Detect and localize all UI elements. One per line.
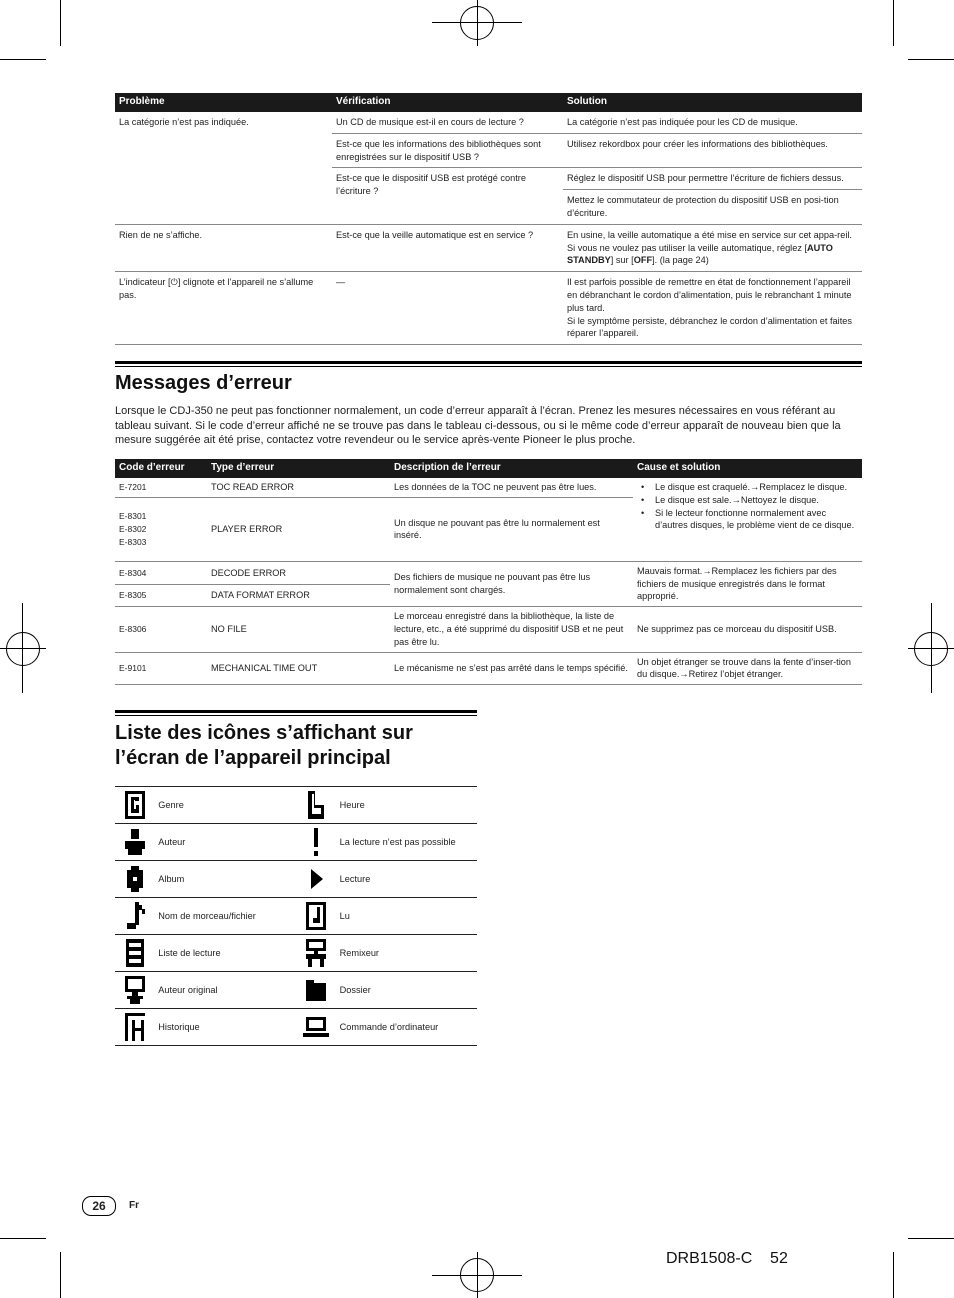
header-type: Type d’erreur: [207, 459, 390, 478]
section-rule: [115, 361, 862, 364]
error-code: E-8304: [115, 561, 207, 584]
list-item: • Si le lecteur fonctionne normalement avec d’autres disques, le problème vient de ce disque.: [655, 507, 858, 533]
error-type: DECODE ERROR: [207, 561, 390, 584]
header-verification: Vérification: [332, 93, 563, 112]
error-cause: [633, 561, 862, 606]
error-cause: Ne supprimez pas ce morceau du dispositif USB.: [633, 607, 862, 652]
problem-cell: Rien de ne s’affiche.: [115, 224, 332, 271]
play-icon: [296, 861, 336, 898]
genre-icon: [115, 787, 154, 824]
icon-label: Liste de lecture: [154, 935, 296, 972]
cause-text: Remplacez les fichiers par des fichiers de musique enregistrés dans le format approprié.: [637, 565, 837, 602]
section-rule: [115, 366, 862, 367]
error-type: DATA FORMAT ERROR: [207, 585, 390, 607]
problem-text: ] clignote et l’appareil ne s’allume pas.: [119, 277, 314, 300]
list-item: [655, 481, 858, 494]
problem-cell: La catégorie n’est pas indiquée.: [115, 112, 332, 224]
clock-icon: [296, 787, 336, 824]
troubleshooting-table: [115, 93, 862, 345]
solution-cell: [563, 224, 862, 271]
icon-label: Commande d’ordinateur: [336, 1009, 477, 1046]
errors-intro: Lorsque le CDJ-350 ne peut pas fonctionner normalement, un code d’erreur apparaît à l’écran. Prenez les mesures nécessaires en vous référant au tableau suivant. Si le code d’erreur affiché ne se trouve pas dans le tableau ci-dessous, ou si le même code d’erreur apparaît de nouveau bien que la mesure suggérée ait été prise, contactez votre revendeur ou le service après-vente Pioneer le plus proche.: [115, 405, 841, 447]
table-header-row: [115, 459, 862, 478]
solution-text: Si le symptôme persiste, débranchez le cordon d’alimentation et faites réparer l’appareil.: [567, 315, 852, 339]
crop-mark: [893, 0, 894, 46]
check-cell: Un CD de musique est-il en cours de lecture ?: [332, 112, 563, 133]
table-row: [115, 112, 862, 133]
solution-text: Il est parfois possible de remettre en état de fonctionnement l’appareil en débranchant le cordon d’alimentation, puis le rebranchant 1 minute plus tard.: [567, 277, 852, 313]
problem-cell: [115, 272, 332, 345]
cause-text: Nettoyez le disque.: [740, 494, 819, 505]
crop-mark: [0, 1238, 46, 1239]
error-code: E-7201: [115, 478, 207, 497]
crop-mark: [893, 1252, 894, 1298]
problem-text: L’indicateur [: [119, 277, 171, 288]
error-description: Le mécanisme ne s’est pas arrêté dans le temps spécifié.: [390, 652, 633, 685]
played-icon: [296, 898, 336, 935]
crop-mark: [908, 59, 954, 60]
sheet-number: 52: [770, 1250, 788, 1267]
cause-text: Retirez l’objet étranger.: [688, 669, 784, 680]
registration-mark-v: [931, 603, 932, 693]
title-line: Liste des icônes s’affichant sur: [115, 722, 413, 744]
crop-mark: [60, 0, 61, 46]
error-cause: [633, 652, 862, 685]
error-code: E-8306: [115, 607, 207, 652]
original-artist-icon: [115, 972, 154, 1009]
table-row: [115, 972, 477, 1009]
error-code: E-8305: [115, 585, 207, 607]
table-row: [115, 607, 862, 652]
header-description: Description de l’erreur: [390, 459, 633, 478]
header-code: Code d’erreur: [115, 459, 207, 478]
document-reference: [666, 1250, 788, 1268]
table-row: [115, 935, 477, 972]
icon-label: Lu: [336, 898, 477, 935]
section-title-errors: Messages d’erreur: [115, 372, 292, 394]
registration-mark-v: [22, 603, 23, 693]
error-description: Un disque ne pouvant pas être lu normalement est inséré.: [390, 497, 633, 561]
solution-cell: Réglez le dispositif USB pour permettre l’écriture de fichiers dessus.: [563, 168, 862, 190]
table-row: [115, 787, 477, 824]
icon-label: Historique: [154, 1009, 296, 1046]
album-icon: [115, 861, 154, 898]
section-title-icons: [115, 721, 413, 771]
folder-icon: [296, 972, 336, 1009]
table-row: [115, 824, 477, 861]
error-code-line: E-8301: [119, 511, 147, 522]
table-row: [115, 652, 862, 685]
table-header-row: [115, 93, 862, 112]
auto-standby-label: AUTO STANDBY: [567, 242, 833, 266]
check-cell: —: [332, 272, 563, 345]
crop-mark: [0, 59, 46, 60]
section-rule: [115, 710, 477, 713]
icon-label: Auteur: [154, 824, 296, 861]
off-label: OFF: [633, 255, 653, 266]
table-row: [115, 1009, 477, 1046]
exclamation-icon: [296, 824, 336, 861]
header-cause: Cause et solution: [633, 459, 862, 478]
page-number: 26: [82, 1196, 116, 1216]
check-cell: Est-ce que la veille automatique est en service ?: [332, 224, 563, 271]
table-row: [115, 272, 862, 345]
artist-icon: [115, 824, 154, 861]
cause-text: Le disque est sale.: [655, 494, 732, 505]
table-row: [115, 861, 477, 898]
arrow-icon: →: [750, 482, 760, 492]
error-code: E-9101: [115, 652, 207, 685]
solution-cell: La catégorie n’est pas indiquée pour les CD de musique.: [563, 112, 862, 133]
cause-text: Remplacez le disque.: [759, 482, 848, 492]
registration-mark-v: [477, 0, 478, 46]
music-note-icon: [115, 898, 154, 935]
icon-label: Dossier: [336, 972, 477, 1009]
error-type: PLAYER ERROR: [207, 497, 390, 561]
cause-text: Un objet étranger se trouve dans la fente d’inser-tion du disque.: [637, 656, 851, 680]
table-row: [115, 224, 862, 271]
solution-cell: [563, 272, 862, 345]
remixer-icon: [296, 935, 336, 972]
playlist-icon: [115, 935, 154, 972]
language-code: Fr: [129, 1200, 139, 1211]
error-description: Les données de la TOC ne peuvent pas être lues.: [390, 478, 633, 497]
icon-label: Remixeur: [336, 935, 477, 972]
check-cell: Est-ce que le dispositif USB est protégé contre l’écriture ?: [332, 168, 563, 224]
crop-mark: [908, 1238, 954, 1239]
solution-text: ] sur [: [610, 255, 634, 266]
arrow-icon: →: [731, 494, 741, 505]
error-type: MECHANICAL TIME OUT: [207, 652, 390, 685]
power-icon: ⏻: [170, 277, 178, 288]
registration-mark-h: [0, 648, 46, 649]
cause-text: Mauvais format.: [637, 565, 703, 576]
arrow-icon: →: [679, 669, 689, 680]
error-code: [115, 497, 207, 561]
error-description: Des fichiers de musique ne pouvant pas être lus normalement sont chargés.: [390, 561, 633, 606]
section-rule: [115, 715, 477, 716]
error-description: Le morceau enregistré dans la bibliothèque, la liste de lecture, etc., a été supprimé du dispositif USB et ne peut pas être lu.: [390, 607, 633, 652]
icon-label: Lecture: [336, 861, 477, 898]
header-probleme: Problème: [115, 93, 332, 112]
title-line: l’écran de l’appareil principal: [115, 747, 391, 769]
list-item: [655, 494, 858, 507]
table-row: [115, 898, 477, 935]
solution-cell: Mettez le commutateur de protection du dispositif USB en posi-tion d’écriture.: [563, 190, 862, 225]
error-code-line: E-8303: [119, 536, 147, 547]
arrow-icon: →: [702, 565, 712, 576]
error-codes-table: [115, 459, 862, 685]
table-row: [115, 561, 862, 584]
icon-label: La lecture n’est pas possible: [336, 824, 477, 861]
error-code-line: E-8302: [119, 523, 147, 534]
header-solution: Solution: [563, 93, 862, 112]
icon-label: Genre: [154, 787, 296, 824]
icon-list-table: [115, 786, 477, 1046]
registration-mark-v: [477, 1252, 478, 1298]
crop-mark: [60, 1252, 61, 1298]
doc-code: DRB1508-C: [666, 1250, 753, 1267]
computer-icon: [296, 1009, 336, 1046]
solution-text: En usine, la veille automatique a été mise en service sur cet appa-reil. Si vous ne voulez pas utiliser la veille automatique, réglez [: [567, 229, 852, 253]
icon-label: Nom de morceau/fichier: [154, 898, 296, 935]
table-row: [115, 478, 862, 497]
solution-cell: Utilisez rekordbox pour créer les informations des bibliothèques.: [563, 133, 862, 168]
error-type: TOC READ ERROR: [207, 478, 390, 497]
solution-text: ]. (la page 24): [652, 255, 709, 266]
cause-text: Le disque est craquelé.: [655, 482, 751, 492]
icon-label: Album: [154, 861, 296, 898]
icon-label: Auteur original: [154, 972, 296, 1009]
check-cell: Est-ce que les informations des bibliothèques sont enregistrées sur le dispositif USB ?: [332, 133, 563, 168]
history-icon: [115, 1009, 154, 1046]
error-type: NO FILE: [207, 607, 390, 652]
error-cause: [633, 478, 862, 561]
registration-mark: [6, 632, 40, 666]
icon-label: Heure: [336, 787, 477, 824]
